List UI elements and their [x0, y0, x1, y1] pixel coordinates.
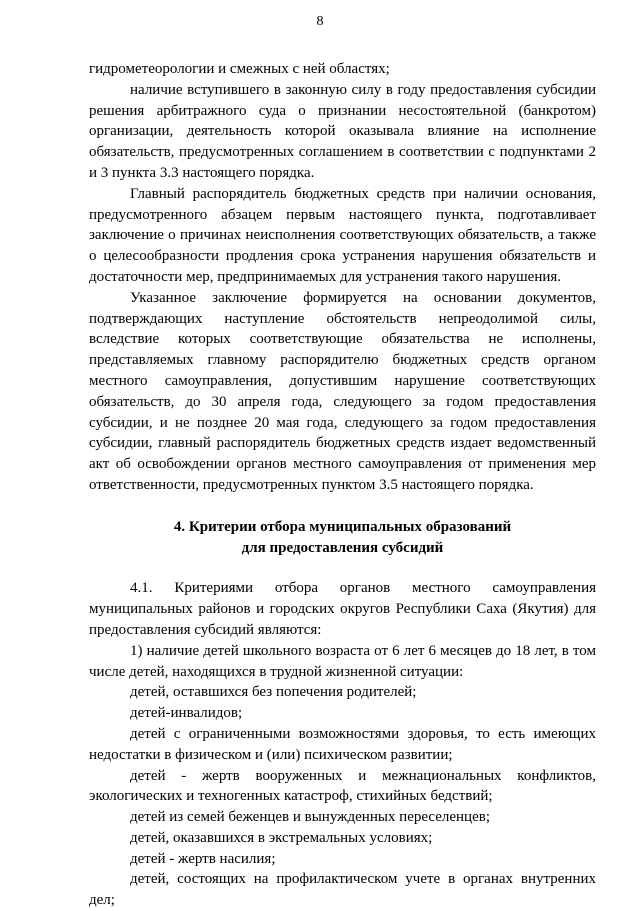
section-heading-line-1: 4. Критерии отбора муниципальных образований: [173, 518, 512, 535]
paragraph-group-top: [89, 59, 596, 496]
paragraph: детей из семей беженцев и вынужденных переселенцев;: [130, 809, 490, 826]
paragraph: Указанное заключение формируется на основании документов, подтверждающих наступление обстоятельств непреодолимой силы, вследствие которых соответствующие обязательства не исполнены, представляемых главному распорядителю бюджетных средств органом местного самоуправления, допустившим нарушение соответствующих обязательств, до 30 апреля года, следующего за годом предоставления субсидии, и не позднее 20 мая года, следующего за годом предоставления субсидии, главный распорядитель бюджетных средств издает ведомственный акт об освобождении органов местного самоуправления от применения мер ответственности, предусмотренных пунктом 3.5 настоящего порядка.: [89, 289, 596, 493]
paragraph: 1) наличие детей школьного возраста от 6 лет 6 месяцев до 18 лет, в том числе детей, находящихся в трудной жизненной ситуации:: [89, 642, 596, 680]
page-number: 8: [316, 14, 324, 29]
section-heading-line-2: для предоставления субсидий: [241, 539, 444, 556]
paragraph: детей - жертв насилия;: [130, 850, 276, 867]
paragraph: Главный распорядитель бюджетных средств при наличии основания, предусмотренного абзацем первым настоящего пункта, подготавливает заключение о причинах неисполнения соответствующих обязательств, а также о целесообразности продления срока устранения нарушения обязательств и достаточности мер, предпринимаемых для устранения такого нарушения.: [89, 185, 596, 285]
paragraph: детей-инвалидов;: [130, 705, 243, 722]
section-heading: [89, 517, 596, 559]
paragraph: гидрометеорологии и смежных с ней областях;: [89, 61, 390, 77]
paragraph: детей - жертв вооруженных и межнациональных конфликтов, экологических и техногенных катастроф, стихийных бедствий;: [89, 767, 596, 805]
paragraph: наличие вступившего в законную силу в году предоставления субсидии решения арбитражного суда о признании несостоятельной (банкротом) организации, деятельность которой оказывала влияние на исполнение обязательств, предусмотренных соглашением в соответствии с подпунктами 2 и 3 пункта 3.3 настоящего порядка.: [89, 81, 596, 181]
paragraph: детей, оставшихся без попечения родителей;: [130, 684, 417, 701]
paragraph-group-bottom: [89, 578, 596, 911]
paragraph: детей, состоящих на профилактическом учете в органах внутренних дел;: [89, 871, 596, 909]
paragraph: 4.1. Критериями отбора органов местного самоуправления муниципальных районов и городских округов Республики Саха (Якутия) для предоставления субсидий являются:: [89, 580, 596, 638]
paragraph: детей, оказавшихся в экстремальных условиях;: [130, 829, 433, 846]
page-content: [89, 59, 596, 911]
paragraph: детей с ограниченными возможностями здоровья, то есть имеющих недостатки в физическом и (или) психическом развитии;: [89, 725, 596, 763]
